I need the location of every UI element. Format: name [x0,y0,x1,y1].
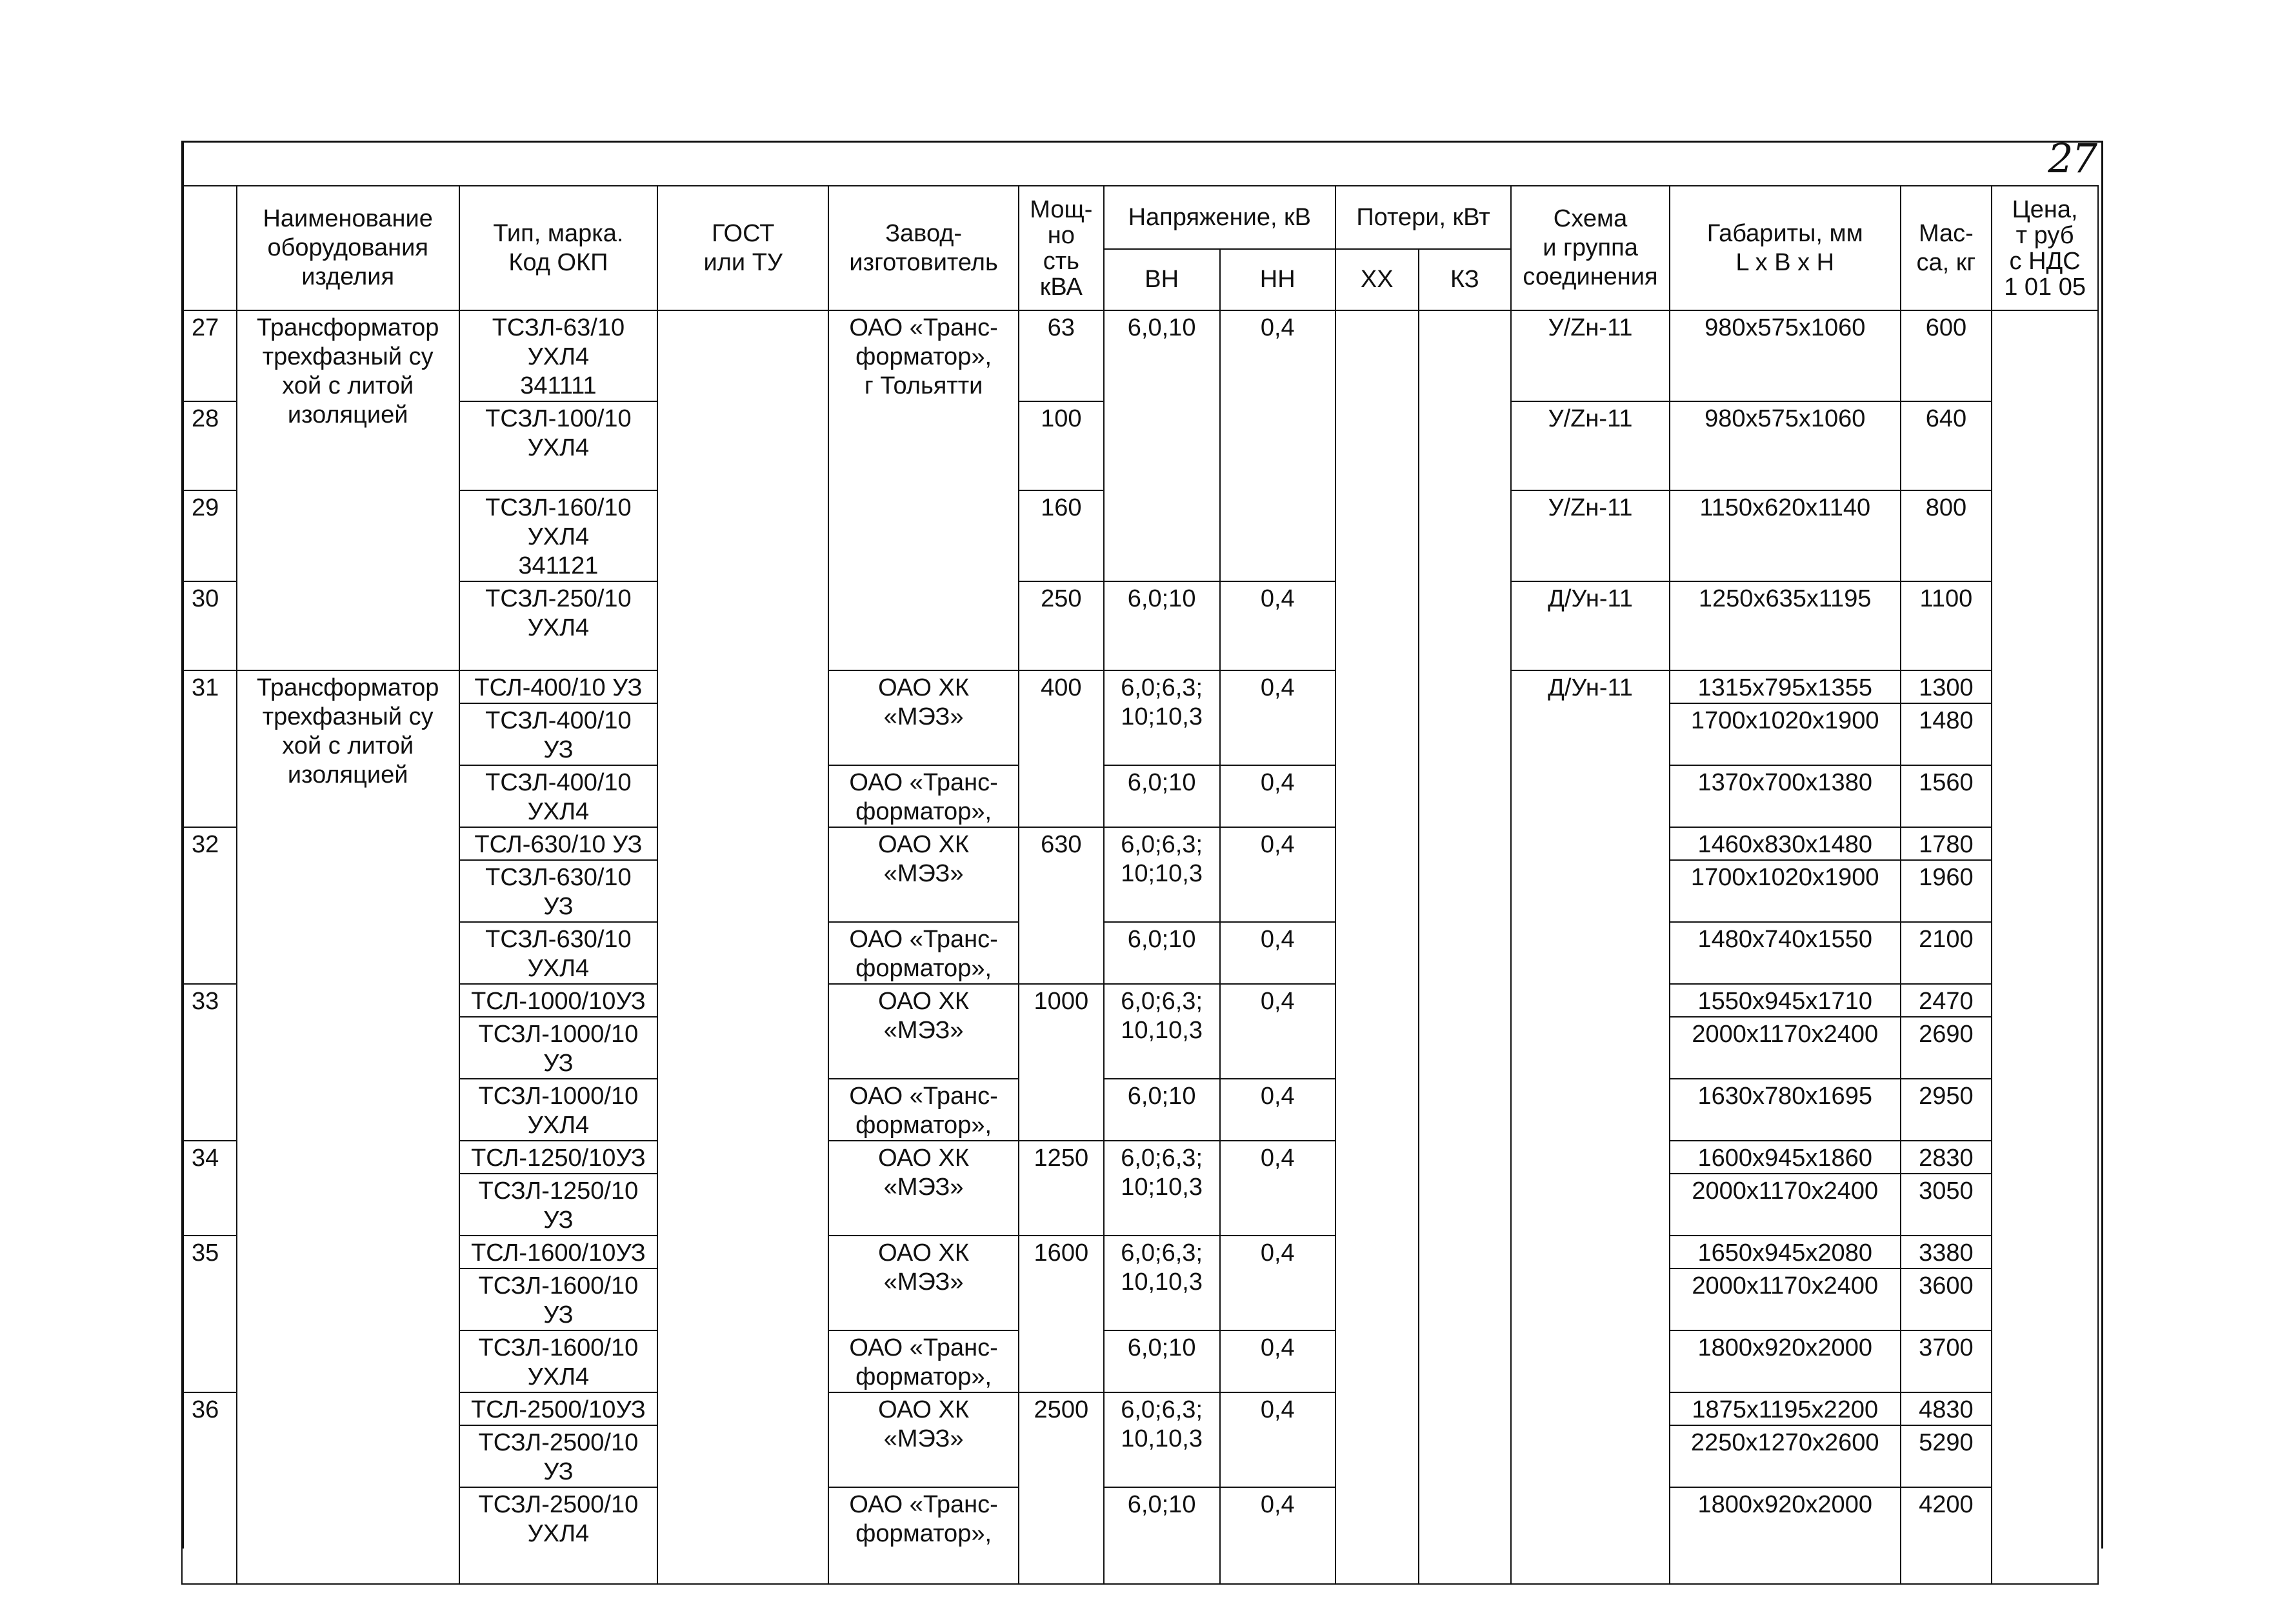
row-number: 36 [182,1392,237,1584]
vn-cell: 6,0;6,3; 10,10,3 [1104,1236,1220,1330]
power-cell: 63 [1019,310,1104,401]
row-number: 32 [182,827,237,984]
row-number: 35 [182,1236,237,1392]
type-cell: ТСЗЛ-1250/10 УЗ [459,1174,658,1236]
vn-cell: 6,0;6,3; 10;10,3 [1104,670,1220,765]
maker-cell: ОАО «Транс- форматор», [828,922,1019,984]
maker-cell: ОАО ХК «МЭЗ» [828,1392,1019,1487]
nn-cell: 0,4 [1220,1330,1335,1392]
header-nn: НН [1220,249,1335,310]
table-row [182,310,2098,401]
dims-cell: 1630x780x1695 [1670,1079,1901,1141]
scheme-cell: Д/Ун-11 [1511,670,1670,1584]
dims-cell: 1875x1195x2200 [1670,1392,1901,1425]
scheme-cell: У/Zн-11 [1511,401,1670,490]
header-price: Цена, т руб с НДС 1 01 05 [1992,186,2098,310]
scheme-cell: У/Zн-11 [1511,490,1670,581]
maker-cell: ОАО ХК «МЭЗ» [828,827,1019,922]
nn-cell: 0,4 [1220,1141,1335,1236]
nn-cell: 0,4 [1220,765,1335,827]
mass-cell: 3700 [1901,1330,1992,1392]
mass-cell: 1300 [1901,670,1992,703]
dims-cell: 1550x945x1710 [1670,984,1901,1017]
xx-cell [1335,310,1419,1584]
dims-cell: 980x575x1060 [1670,310,1901,401]
mass-cell: 2690 [1901,1017,1992,1079]
vn-cell: 6,0;10 [1104,1079,1220,1141]
vn-cell: 6,0;6,3; 10,10,3 [1104,1392,1220,1487]
type-cell: ТСЗЛ-1000/10 УХЛ4 [459,1079,658,1141]
page-number: 27 [2048,135,2096,182]
mass-cell: 4830 [1901,1392,1992,1425]
vn-cell: 6,0;10 [1104,765,1220,827]
mass-cell: 2830 [1901,1141,1992,1174]
header-maker: Завод- изготовитель [828,186,1019,310]
mass-cell: 3050 [1901,1174,1992,1236]
scheme-cell: У/Zн-11 [1511,310,1670,401]
dims-cell: 1800x920x2000 [1670,1487,1901,1584]
header-xx: ХХ [1335,249,1419,310]
maker-cell: ОАО ХК «МЭЗ» [828,1141,1019,1236]
table-row [182,1392,2098,1425]
power-cell: 630 [1019,827,1104,984]
header-losses: Потери, кВт [1335,186,1511,249]
nn-cell: 0,4 [1220,1079,1335,1141]
table-row [182,1330,2098,1392]
dims-cell: 1800x920x2000 [1670,1330,1901,1392]
header-power: Мощ- но сть кВА [1019,186,1104,310]
row-number: 31 [182,670,237,827]
dims-cell: 1480x740x1550 [1670,922,1901,984]
type-cell: ТСЗЛ-63/10 УХЛ4 341111 [459,310,658,401]
type-cell: ТСЗЛ-2500/10 УЗ [459,1425,658,1487]
maker-cell: ОАО «Транс- форматор», [828,1330,1019,1392]
equipment-name: Трансформатор трехфазный су хой с литой изоляцией [237,310,459,670]
type-cell: ТСЗЛ-400/10 УХЛ4 [459,765,658,827]
mass-cell: 1100 [1901,581,1992,670]
mass-cell: 2950 [1901,1079,1992,1141]
power-cell: 400 [1019,670,1104,827]
power-cell: 100 [1019,401,1104,490]
header-vn: ВН [1104,249,1220,310]
type-cell: ТСЛ-1250/10УЗ [459,1141,658,1174]
table-row [182,765,2098,827]
gost-cell [657,310,828,1584]
table-row [182,1236,2098,1268]
maker-cell: ОАО ХК «МЭЗ» [828,1236,1019,1330]
dims-cell: 1315x795x1355 [1670,670,1901,703]
document-sheet [181,135,2103,1549]
nn-cell: 0,4 [1220,1236,1335,1330]
table-row [182,1079,2098,1141]
price-cell [1992,310,2098,1584]
nn-cell: 0,4 [1220,984,1335,1079]
type-cell: ТСЛ-630/10 УЗ [459,827,658,860]
type-cell: ТСЗЛ-1600/10 УХЛ4 [459,1330,658,1392]
nn-cell: 0,4 [1220,827,1335,922]
row-number: 29 [182,490,237,581]
dims-cell: 1250x635x1195 [1670,581,1901,670]
nn-cell: 0,4 [1220,670,1335,765]
mass-cell: 640 [1901,401,1992,490]
vn-cell: 6,0;10 [1104,1330,1220,1392]
vn-cell: 6,0;6,3; 10;10,3 [1104,827,1220,922]
type-cell: ТСЗЛ-250/10 УХЛ4 [459,581,658,670]
vn-cell: 6,0;6,3; 10,10,3 [1104,984,1220,1079]
vn-cell: 6,0,10 [1104,310,1220,581]
dims-cell: 2000x1170x2400 [1670,1174,1901,1236]
nn-cell: 0,4 [1220,1392,1335,1487]
table-row [182,670,2098,703]
mass-cell: 3600 [1901,1268,1992,1330]
mass-cell: 1480 [1901,703,1992,765]
power-cell: 2500 [1019,1392,1104,1584]
type-cell: ТСЗЛ-1600/10 УЗ [459,1268,658,1330]
type-cell: ТСЗЛ-1000/10 УЗ [459,1017,658,1079]
power-cell: 250 [1019,581,1104,670]
mass-cell: 3380 [1901,1236,1992,1268]
maker-cell: ОАО «Транс- форматор», [828,1487,1019,1584]
type-cell: ТСЛ-2500/10УЗ [459,1392,658,1425]
table-row [182,581,2098,670]
mass-cell: 1960 [1901,860,1992,922]
type-cell: ТСЛ-1000/10УЗ [459,984,658,1017]
dims-cell: 980x575x1060 [1670,401,1901,490]
dims-cell: 1700x1020x1900 [1670,703,1901,765]
type-cell: ТСЗЛ-630/10 УЗ [459,860,658,922]
row-number: 28 [182,401,237,490]
table-row [182,984,2098,1017]
header-type: Тип, марка. Код ОКП [459,186,658,310]
row-number: 34 [182,1141,237,1236]
header-name: Наименование оборудования изделия [237,186,459,310]
mass-cell: 4200 [1901,1487,1992,1584]
nn-cell: 0,4 [1220,581,1335,670]
dims-cell: 1650x945x2080 [1670,1236,1901,1268]
table-row [182,1141,2098,1174]
vn-cell: 6,0;10 [1104,922,1220,984]
scheme-cell: Д/Ун-11 [1511,581,1670,670]
mass-cell: 1780 [1901,827,1992,860]
maker-cell: ОАО «Транс- форматор», [828,765,1019,827]
nn-cell: 0,4 [1220,1487,1335,1584]
dims-cell: 2000x1170x2400 [1670,1017,1901,1079]
equipment-name: Трансформатор трехфазный су хой с литой изоляцией [237,670,459,1584]
row-number: 27 [182,310,237,401]
type-cell: ТСЛ-400/10 УЗ [459,670,658,703]
header-gost: ГОСТ или ТУ [657,186,828,310]
dims-cell: 1600x945x1860 [1670,1141,1901,1174]
row-number: 30 [182,581,237,670]
table-row [182,922,2098,984]
dims-cell: 1150x620x1140 [1670,490,1901,581]
dims-cell: 1460x830x1480 [1670,827,1901,860]
dims-cell: 2000x1170x2400 [1670,1268,1901,1330]
header-scheme: Схема и группа соединения [1511,186,1670,310]
mass-cell: 2470 [1901,984,1992,1017]
header-dims: Габариты, мм L x B x H [1670,186,1901,310]
nn-cell: 0,4 [1220,310,1335,581]
maker-cell: ОАО ХК «МЭЗ» [828,984,1019,1079]
table-row [182,827,2098,860]
header-voltage: Напряжение, кВ [1104,186,1335,249]
dims-cell: 1700x1020x1900 [1670,860,1901,922]
power-cell: 1250 [1019,1141,1104,1236]
dims-cell: 1370x700x1380 [1670,765,1901,827]
maker-cell: ОАО ХК «МЭЗ» [828,670,1019,765]
type-cell: ТСЛ-1600/10УЗ [459,1236,658,1268]
row-number: 33 [182,984,237,1141]
mass-cell: 5290 [1901,1425,1992,1487]
vn-cell: 6,0;10 [1104,1487,1220,1584]
power-cell: 1600 [1019,1236,1104,1392]
type-cell: ТСЗЛ-100/10 УХЛ4 [459,401,658,490]
kz-cell [1419,310,1512,1584]
vn-cell: 6,0;6,3; 10;10,3 [1104,1141,1220,1236]
mass-cell: 1560 [1901,765,1992,827]
mass-cell: 2100 [1901,922,1992,984]
table-row [182,1487,2098,1584]
maker-cell: ОАО «Транс- форматор», [828,1079,1019,1141]
power-cell: 160 [1019,490,1104,581]
maker-cell: ОАО «Транс- форматор», г Тольятти [828,310,1019,670]
header-mass: Мас- са, кг [1901,186,1992,310]
mass-cell: 800 [1901,490,1992,581]
vn-cell: 6,0;10 [1104,581,1220,670]
type-cell: ТСЗЛ-160/10 УХЛ4 341121 [459,490,658,581]
power-cell: 1000 [1019,984,1104,1141]
type-cell: ТСЗЛ-2500/10 УХЛ4 [459,1487,658,1584]
type-cell: ТСЗЛ-400/10 УЗ [459,703,658,765]
nn-cell: 0,4 [1220,922,1335,984]
header-num [182,186,237,310]
mass-cell: 600 [1901,310,1992,401]
type-cell: ТСЗЛ-630/10 УХЛ4 [459,922,658,984]
header-kz: КЗ [1419,249,1512,310]
dims-cell: 2250x1270x2600 [1670,1425,1901,1487]
equipment-table [181,185,2099,1585]
